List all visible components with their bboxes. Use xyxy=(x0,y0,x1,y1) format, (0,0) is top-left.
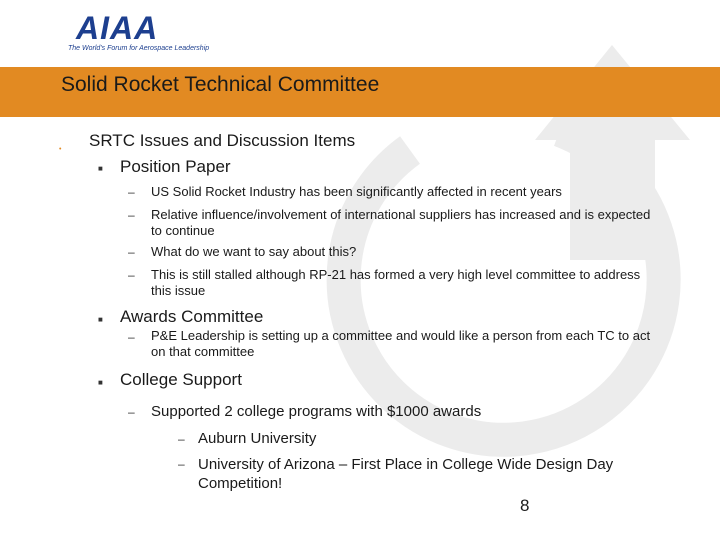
list-item: University of Arizona – First Place in College Wide Design Day Competition! xyxy=(198,456,614,492)
awards-committee-label: Awards Committee xyxy=(120,307,264,326)
list-item: What do we want to say about this? xyxy=(151,244,357,259)
content-heading: SRTC Issues and Discussion Items xyxy=(89,131,356,150)
position-paper-label: Position Paper xyxy=(120,157,231,176)
list-item: Supported 2 college programs with $1000 awards xyxy=(151,403,482,420)
bullet-icon: • xyxy=(59,146,62,153)
dash-bullet-icon: – xyxy=(128,245,135,259)
dash-bullet-icon: – xyxy=(178,457,185,471)
logo-wordmark: AIAA xyxy=(76,10,159,46)
dash-bullet-icon: – xyxy=(128,330,135,344)
logo-tagline: The World's Forum for Aerospace Leadership xyxy=(68,45,210,52)
dash-bullet-icon: – xyxy=(178,432,185,446)
list-item: US Solid Rocket Industry has been significantly affected in recent years xyxy=(151,184,562,199)
dash-bullet-icon: – xyxy=(128,185,135,199)
list-item: P&E Leadership is setting up a committee and would like a person from each TC to act on that committee xyxy=(151,328,651,359)
square-bullet-icon: ■ xyxy=(98,378,103,387)
dash-bullet-icon: – xyxy=(128,268,135,282)
list-item: Relative influence/involvement of international suppliers has increased and is expected to continue xyxy=(151,207,651,238)
aiaa-logo xyxy=(66,10,210,58)
list-item: This is still stalled although RP-21 has formed a very high level committee to address this issue xyxy=(151,267,641,298)
square-bullet-icon: ■ xyxy=(98,315,103,324)
square-bullet-icon: ■ xyxy=(98,164,103,173)
page-number: 8 xyxy=(520,496,530,515)
list-item: Auburn University xyxy=(198,430,317,447)
dash-bullet-icon: – xyxy=(128,208,135,222)
college-support-label: College Support xyxy=(120,370,242,389)
dash-bullet-icon: – xyxy=(128,405,135,419)
slide-title: Solid Rocket Technical Committee xyxy=(61,73,380,96)
